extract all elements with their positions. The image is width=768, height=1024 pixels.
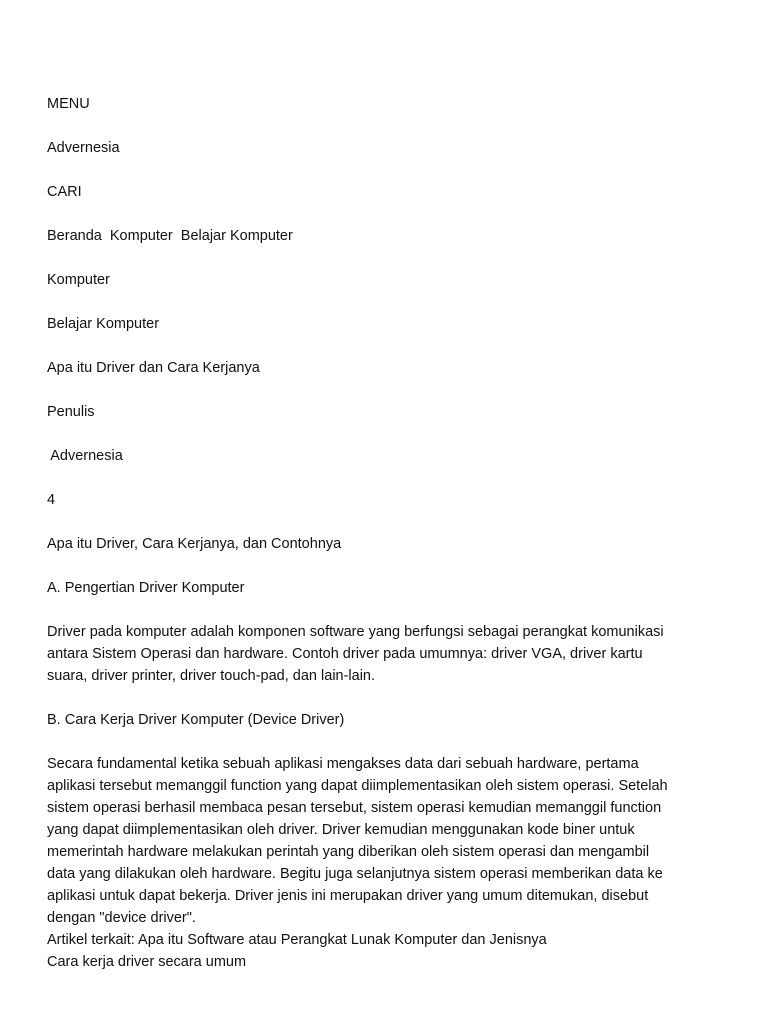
paragraph-line: Secara fundamental ketika sebuah aplikasi mengakses data dari sebuah hardware, pertama — [47, 756, 639, 772]
paragraph-line: data yang dilakukan oleh hardware. Begitu juga selanjutnya sistem operasi memberikan data ke — [47, 866, 663, 882]
site-name-link[interactable]: Advernesia — [47, 140, 120, 156]
document-page — [47, 93, 727, 973]
author-label: Penulis — [47, 404, 95, 420]
paragraph-line: dengan "device driver". — [47, 910, 196, 926]
post-title: Apa itu Driver dan Cara Kerjanya — [47, 360, 260, 376]
related-article-link[interactable]: Artikel terkait: Apa itu Software atau Perangkat Lunak Komputer dan Jenisnya — [47, 932, 547, 948]
article-subheading: Cara kerja driver secara umum — [47, 954, 247, 970]
search-link[interactable]: CARI — [47, 184, 82, 200]
section-a-title: A. Pengertian Driver Komputer — [47, 580, 245, 596]
section-a-paragraph — [47, 621, 717, 687]
paragraph-line: aplikasi tersebut memanggil function yang dapat diimplementasikan oleh sistem operasi. Setelah — [47, 778, 668, 794]
paragraph-line: sistem operasi berhasil membaca pesan tersebut, sistem operasi kemudian memanggil function — [47, 800, 662, 816]
paragraph-line: memerintah hardware melakukan perintah yang diberikan oleh sistem operasi dan mengambil — [47, 844, 650, 860]
breadcrumb[interactable]: Beranda Komputer Belajar Komputer — [47, 228, 293, 244]
paragraph-line: yang dapat diimplementasikan oleh driver. Driver kemudian menggunakan kode biner untuk — [47, 822, 635, 838]
comment-count[interactable]: 4 — [47, 492, 56, 508]
paragraph-line: Driver pada komputer adalah komponen software yang berfungsi sebagai perangkat komunikasi — [47, 624, 664, 640]
author-name-link[interactable]: Advernesia — [47, 448, 123, 464]
section-b-paragraph — [47, 753, 717, 929]
category-link-komputer[interactable]: Komputer — [47, 272, 110, 288]
paragraph-line: suara, driver printer, driver touch-pad, dan lain-lain. — [47, 668, 376, 684]
section-b-title: B. Cara Kerja Driver Komputer (Device Driver) — [47, 712, 345, 728]
article-heading: Apa itu Driver, Cara Kerjanya, dan Contohnya — [47, 536, 342, 552]
paragraph-line: aplikasi untuk dapat bekerja. Driver jenis ini merupakan driver yang umum ditemukan, disebut — [47, 888, 649, 904]
menu-link[interactable]: MENU — [47, 96, 90, 112]
paragraph-line: antara Sistem Operasi dan hardware. Contoh driver pada umumnya: driver VGA, driver kartu — [47, 646, 643, 662]
category-link-belajar-komputer[interactable]: Belajar Komputer — [47, 316, 160, 332]
